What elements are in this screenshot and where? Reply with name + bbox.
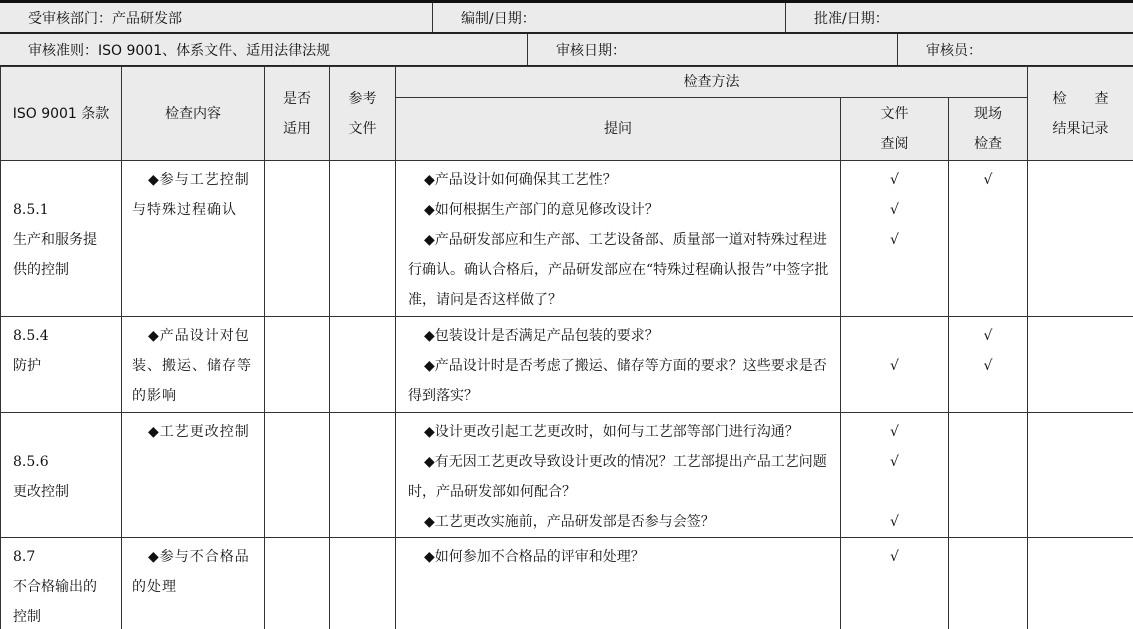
check-mark: √ bbox=[890, 358, 899, 374]
question-item: ◆设计更改引起工艺更改时，如何与工艺部等部门进行沟通？ bbox=[424, 424, 799, 440]
reference-cell[interactable] bbox=[330, 538, 396, 629]
doc-review-cell bbox=[841, 317, 949, 413]
check-mark: √ bbox=[890, 549, 899, 565]
check-mark: √ bbox=[890, 232, 899, 248]
check-mark: √ bbox=[890, 172, 899, 188]
question-item: ◆包装设计是否满足产品包装的要求？ bbox=[424, 328, 659, 344]
content-cell: ◆参与不合格品的处理 bbox=[122, 538, 265, 629]
doc-review-cell bbox=[841, 538, 949, 629]
check-mark: √ bbox=[890, 514, 899, 530]
empty-check bbox=[949, 195, 1027, 225]
question-item: ◆产品设计时是否考虑了搬运、储存等方面的要求？这些要求是否得到落实？ bbox=[408, 358, 827, 404]
question-item: ◆工艺更改实施前，产品研发部是否参与会签？ bbox=[424, 514, 715, 530]
question-item: ◆如何根据生产部门的意见修改设计？ bbox=[424, 202, 659, 218]
check-mark: √ bbox=[890, 424, 899, 440]
check-mark: √ bbox=[983, 358, 993, 374]
prepared-date: 编制/日期： bbox=[432, 3, 785, 32]
check-mark: √ bbox=[983, 172, 993, 188]
col-reference bbox=[330, 67, 396, 161]
check-mark: √ bbox=[983, 328, 993, 344]
clause-line: 8.5.4 bbox=[13, 328, 49, 344]
clause-line: 供的控制 bbox=[13, 262, 69, 278]
col-doc-review bbox=[841, 98, 949, 161]
reference-cell[interactable] bbox=[330, 413, 396, 538]
applicable-cell[interactable] bbox=[265, 538, 330, 629]
col-result-line1: 检 查 bbox=[1052, 90, 1109, 107]
question-cell bbox=[396, 413, 841, 538]
doc-review-cell bbox=[841, 413, 949, 538]
col-applicable bbox=[265, 67, 330, 161]
col-result bbox=[1028, 67, 1133, 161]
empty-check bbox=[841, 321, 948, 351]
empty-check bbox=[949, 225, 1027, 315]
clause-cell bbox=[1, 161, 122, 317]
clause-cell bbox=[1, 538, 122, 629]
site-check-cell bbox=[949, 538, 1028, 629]
col-doc-line1: 文件 bbox=[880, 106, 909, 122]
table-row bbox=[1, 413, 1133, 538]
clause-line: 更改控制 bbox=[13, 484, 69, 500]
table-row bbox=[1, 538, 1133, 629]
clause-line: 生产和服务提 bbox=[13, 232, 97, 248]
header-row-1 bbox=[0, 0, 1133, 34]
table-row bbox=[1, 317, 1133, 413]
header-row-2 bbox=[0, 34, 1133, 67]
question-item: ◆有无因工艺更改导致设计更改的情况？工艺部提出产品工艺问题时，产品研发部如何配合？ bbox=[408, 454, 827, 500]
clause-line: 不合格输出的 bbox=[13, 579, 97, 595]
site-check-cell bbox=[949, 413, 1028, 538]
site-check-cell bbox=[949, 161, 1028, 317]
applicable-cell[interactable] bbox=[265, 413, 330, 538]
auditor: 审核员： bbox=[897, 34, 1133, 65]
approved-date: 批准/日期： bbox=[785, 3, 1133, 32]
site-check-cell bbox=[949, 317, 1028, 413]
applicable-cell[interactable] bbox=[265, 161, 330, 317]
result-cell[interactable] bbox=[1028, 413, 1133, 538]
empty-check bbox=[949, 447, 1027, 507]
question-item: ◆如何参加不合格品的评审和处理？ bbox=[424, 549, 645, 565]
audit-criteria: 审核准则：ISO 9001、体系文件、适用法律法规 bbox=[28, 42, 331, 59]
col-site-line2: 检查 bbox=[974, 136, 1002, 152]
col-ref-line1: 参考 bbox=[348, 90, 377, 107]
col-content: 检查内容 bbox=[122, 67, 265, 161]
applicable-cell[interactable] bbox=[265, 317, 330, 413]
col-site-check bbox=[949, 98, 1028, 161]
col-clause: ISO 9001 条款 bbox=[1, 67, 122, 161]
result-cell[interactable] bbox=[1028, 538, 1133, 629]
content-cell: ◆工艺更改控制 bbox=[122, 413, 265, 538]
reference-cell[interactable] bbox=[330, 317, 396, 413]
col-site-line1: 现场 bbox=[974, 106, 1002, 122]
col-method: 检查方法 bbox=[396, 67, 1028, 98]
check-mark: √ bbox=[890, 454, 899, 470]
col-doc-line2: 查阅 bbox=[880, 136, 909, 152]
reference-cell[interactable] bbox=[330, 161, 396, 317]
clause-line: 8.5.6 bbox=[13, 454, 49, 470]
table-row bbox=[1, 161, 1133, 317]
content-cell: ◆产品设计对包装、搬运、储存等的影响 bbox=[122, 317, 265, 413]
clause-cell bbox=[1, 413, 122, 538]
col-question: 提问 bbox=[396, 98, 841, 161]
question-cell bbox=[396, 317, 841, 413]
empty-check bbox=[949, 507, 1027, 537]
audit-date: 审核日期： bbox=[527, 34, 897, 65]
question-cell bbox=[396, 161, 841, 317]
col-applicable-line2: 适用 bbox=[283, 120, 311, 137]
doc-review-cell bbox=[841, 161, 949, 317]
clause-line: 8.5.1 bbox=[13, 202, 49, 218]
col-applicable-line1: 是否 bbox=[283, 90, 311, 107]
result-cell[interactable] bbox=[1028, 161, 1133, 317]
col-result-line2: 结果记录 bbox=[1052, 120, 1109, 137]
checklist-table bbox=[0, 66, 1133, 629]
check-mark: √ bbox=[890, 202, 899, 218]
content-cell: ◆参与工艺控制与特殊过程确认 bbox=[122, 161, 265, 317]
question-cell bbox=[396, 538, 841, 629]
clause-line: 防护 bbox=[13, 358, 41, 374]
result-cell[interactable] bbox=[1028, 317, 1133, 413]
clause-line: 控制 bbox=[13, 609, 41, 625]
question-item: ◆产品研发部应和生产部、工艺设备部、质量部一道对特殊过程进行确认。确认合格后，产品研发部应在“特殊过程确认报告”中签字批准，请问是否这样做了？ bbox=[408, 232, 829, 308]
audited-department: 受审核部门：产品研发部 bbox=[28, 10, 182, 27]
empty-check bbox=[949, 542, 1027, 572]
clause-line: 8.7 bbox=[13, 549, 36, 565]
empty-check bbox=[949, 417, 1027, 447]
question-item: ◆产品设计如何确保其工艺性？ bbox=[424, 172, 617, 188]
clause-cell bbox=[1, 317, 122, 413]
col-ref-line2: 文件 bbox=[348, 120, 377, 137]
